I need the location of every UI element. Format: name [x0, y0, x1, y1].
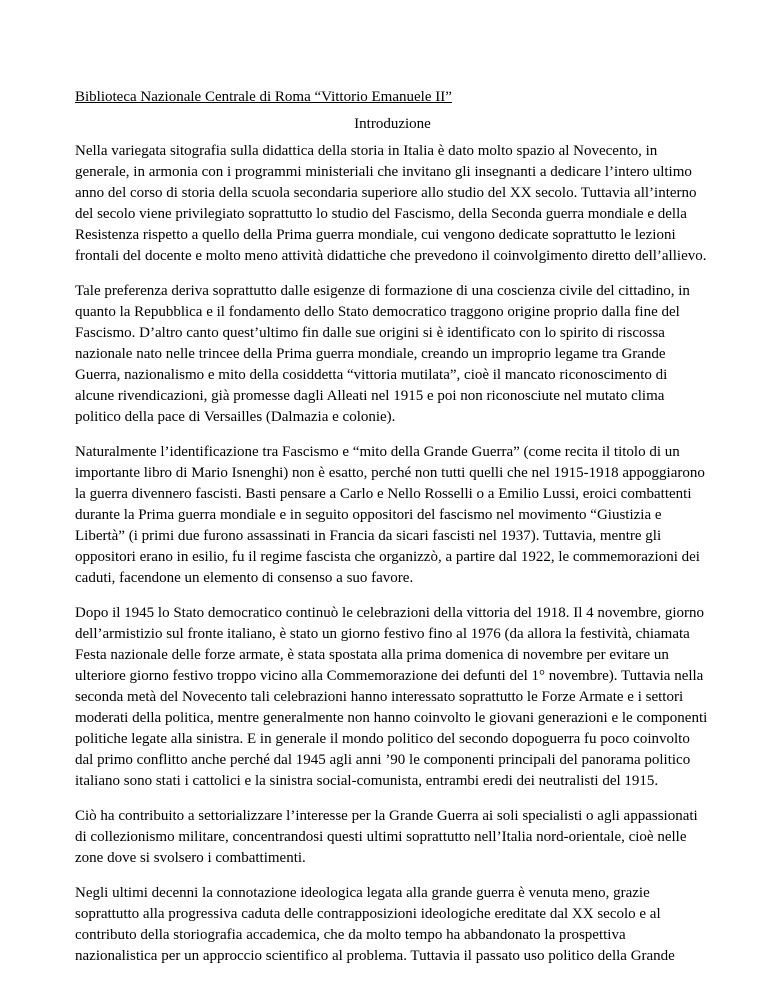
section-title: Introduzione — [354, 116, 431, 132]
paragraph-6: Negli ultimi decenni la connotazione ideologica legata alla grande guerra è venuta meno, grazie soprattutto alla progressiva caduta delle contrapposizioni ideologiche ereditate dal XX secolo e al contributo della storiografia accademica, che da molto tempo ha abbandonato la prospettiva nazionalistica per un approccio scientifico al problema. Tuttavia il passato uso politico della Grande — [75, 885, 675, 964]
paragraph-2: Tale preferenza deriva soprattutto dalle esigenze di formazione di una coscienza civile del cittadino, in quanto la Repubblica e il fondamento dello Stato democratico traggono origine proprio dalla fine del Fascismo. D’altro canto quest’ultimo fin dalle sue origini si è identificato con lo spirito di riscossa nazionale nato nelle trincee della Prima guerra mondiale, creando un improprio legame tra Grande Guerra, nazionalismo e mito della cosiddetta “vittoria mutilata”, cioè il mancato riconoscimento di alcune rivendicazioni, già promesse dagli Alleati nel 1915 e poi non riconosciute nel mutato clima politico della pace di Versailles (Dalmazia e colonie). — [75, 283, 690, 425]
paragraph-4: Dopo il 1945 lo Stato democratico continuò le celebrazioni della vittoria del 1918. Il 4 novembre, giorno dell’armistizio sul fronte italiano, è stato un giorno festivo fino al 1976 (da allora la festività, chiamata Festa nazionale delle forze armate, è stata spostata alla prima domenica di novembre per evitare un ulteriore giorno festivo troppo vicino alla Commemorazione dei defunti del 1° novembre). Tuttavia nella seconda metà del Novecento tali celebrazioni hanno interessato soprattutto le Forze Armate e i settori moderati della politica, mentre generalmente non hanno coinvolto le giovani generazioni e le componenti politiche legate alla sinistra. E in generale il mondo politico del secondo dopoguerra fu poco coinvolto dal primo conflitto anche perché dal 1945 agli anni ’90 le componenti principali del panorama politico italiano sono stati i cattolici e la sinistra social-comunista, entrambi eredi dei neutralisti del 1915. — [75, 605, 708, 789]
library-header: Biblioteca Nazionale Centrale di Roma “Vittorio Emanuele II” — [75, 89, 452, 105]
paragraph-5: Ciò ha contribuito a settorializzare l’interesse per la Grande Guerra ai soli specialisti o agli appassionati di collezionismo militare, concentrandosi questi ultimi soprattutto nell’Italia nord-orientale, cioè nelle zone dove si svolsero i combattimenti. — [75, 808, 698, 866]
document-page — [75, 87, 710, 981]
paragraph-3: Naturalmente l’identificazione tra Fascismo e “mito della Grande Guerra” (come recita il titolo di un importante libro di Mario Isnenghi) non è esatto, perché non tutti quelli che nel 1915-1918 appoggiarono la guerra divennero fascisti. Basti pensare a Carlo e Nello Rosselli o a Emilio Lussi, eroici combattenti durante la Prima guerra mondiale e in seguito oppositori del fascismo nel movimento “Giustizia e Libertà” (i primi due furono assassinati in Francia da sicari fascisti nel 1937). Tuttavia, mentre gli oppositori erano in esilio, fu il regime fascista che organizzò, a partire dal 1922, le commemorazioni dei caduti, facendone un elemento di consenso a suo favore. — [75, 444, 705, 586]
paragraph-1: Nella variegata sitografia sulla didattica della storia in Italia è dato molto spazio al Novecento, in generale, in armonia con i programmi ministeriali che invitano gli insegnanti a dedicare l’intero ultimo anno del corso di storia della scuola secondaria superiore allo studio del XX secolo. Tuttavia all’interno del secolo viene privilegiato soprattutto lo studio del Fascismo, della Seconda guerra mondiale e della Resistenza rispetto a quello della Prima guerra mondiale, cui vengono dedicate soprattutto le lezioni frontali del docente e molto meno attività didattiche che prevedono il coinvolgimento diretto dell’allievo. — [75, 143, 707, 264]
